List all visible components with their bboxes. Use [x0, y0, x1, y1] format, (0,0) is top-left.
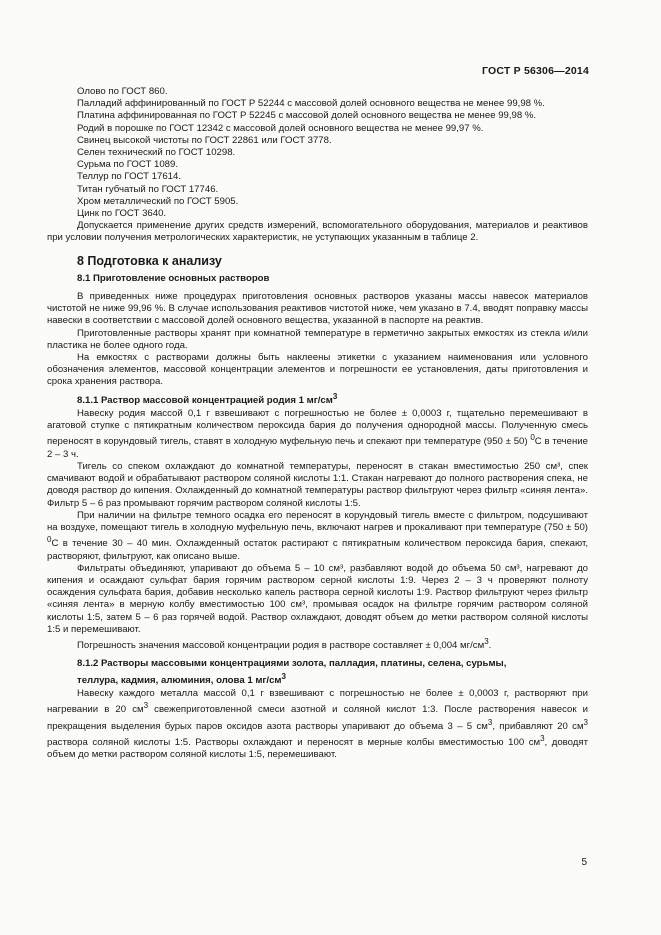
material-item: Сурьма по ГОСТ 1089. [77, 159, 179, 171]
material-item: Селен технический по ГОСТ 10298. [77, 147, 236, 159]
material-item: Родий в порошке по ГОСТ 12342 с массовой долей основного вещества не менее 99,97 %. [77, 122, 484, 134]
superscript: 3 [281, 671, 286, 681]
paragraph [47, 688, 588, 762]
superscript: 3 [143, 701, 149, 711]
subsection-8-1-1-title [47, 391, 588, 407]
text-run: , прибавляют 20 см [492, 720, 584, 732]
material-item: Палладий аффинированный по ГОСТ Р 52244 с массовой долей основного вещества не менее 99,98 %. [77, 98, 545, 110]
material-item: Платина аффинированная по ГОСТ Р 52245 с массовой долей основного вещества не менее 99,98 %. [77, 110, 537, 122]
title-line [77, 671, 588, 687]
title-line: 8.1.2 Растворы массовыми концентрациями золота, палладия, платины, селена, сурьмы, [77, 658, 507, 670]
superscript: 3 [484, 637, 489, 647]
material-item: Цинк по ГОСТ 3640. [77, 208, 167, 220]
material-item: Титан губчатый по ГОСТ 17746. [77, 183, 219, 195]
superscript: 0 [47, 535, 52, 545]
page-content [47, 86, 588, 762]
material-item: Хром металлический по ГОСТ 5905. [77, 195, 239, 207]
title-text: 8.1.1 Раствор массовой концентрацией родия 1 мг/см [77, 394, 333, 406]
text-run: Погрешность значения массовой концентрации родия в растворе составляет ± 0,004 мг/см [77, 640, 485, 652]
paragraph: В приведенных ниже процедурах приготовления основных растворов указаны массы навесок материалов чистотой не ниже 99,96 %. В случае использования реактивов чистотой ниже, чем указано в 7.4, вводят поправку массы навески в соответствии с массовой долей основного вещества, указанной в паспорте на реактив. [47, 291, 588, 327]
text-run: Навеску каждого металла массой 0,1 г взвешивают с погрешностью не более ± 0,0003 г, растворяют при нагревании в 20 см [47, 688, 588, 716]
superscript: 3 [583, 717, 588, 727]
subsection-8-1-2-title [47, 658, 588, 687]
text-run: С в течение 2 – 3 ч. [47, 436, 588, 460]
section-8-title: 8 Подготовка к анализу [77, 253, 222, 268]
superscript: 3 [540, 734, 545, 744]
text-run: свежеприготовленной смеси азотной и соляной кислот 1:3. После растворения навесок и прекращения выделения бурых паров оксидов азота растворы упаривают до объема 3 – 5 см [47, 704, 588, 732]
text-run: При наличии на фильтре темного осадка его переносят в корундовый тигель вместе с фильтром, подсушивают на воздухе, помещают тигель в холодную муфельную печь, включают нагрев и прокаливают при температуре (750 ± 50) [47, 509, 588, 534]
title-text: теллура, кадмия, алюминия, олова 1 мг/см [77, 674, 282, 686]
subsection-8-1-title: 8.1 Приготовление основных растворов [77, 272, 270, 284]
paragraph: Приготовленные растворы хранят при комнатной температуре в герметично закрытых емкостях из стекла и/или пластика не более одного года. [47, 327, 588, 351]
standard-header: ГОСТ Р 56306—2014 [481, 65, 589, 77]
text-run: раствора соляной кислоты 1:5. Растворы охлаждают и переносят в мерные колбы вместимостью 100 см [47, 737, 541, 749]
paragraph: На емкостях с растворами должны быть наклеены этикетки с указанием наименования или условного обозначения элементов, массовой концентрации элементов и погрешности ее установления, даты приготовления и срока хранения раствора. [47, 352, 588, 388]
text-run: , доводят объем до метки раствором соляной кислоты 1:5, перемешивают. [47, 737, 588, 761]
superscript: 3 [487, 717, 493, 727]
text-run: . [488, 640, 492, 652]
paragraph [47, 408, 588, 461]
paragraph [47, 510, 588, 563]
paragraph [47, 636, 588, 652]
text-run: Навеску родия массой 0,1 г взвешивают с погрешностью не более ± 0,0003 г, тщательно перемешивают в агатовой ступке с пятикратным количеством пероксида бария до получения однородной массы. Полученную смесь переносят в корундовый тигель, ставят в холодную муфельную печь и спекают при температуре (950 ± 50) [47, 408, 588, 448]
page-number: 5 [581, 857, 587, 868]
paragraph: Фильтраты объединяют, упаривают до объема 5 – 10 см³, разбавляют водой до объема 50 см³, нагревают до кипения и осаждают сульфат бария горячим раствором серной кислоты 1:9. Через 2 – 3 ч проверяют полноту осаждения сульфата бария, добавив несколько капель раствора серной кислоты 1:9. Раствор фильтруют через фильтр «синяя лента» в мерную колбу вместимостью 100 см³, промывая осадок на фильтре горячим раствором соляной кислоты 1:5, затем 5 – 6 раз горячей водой. Раствор охлаждают, доводят объем до метки раствором соляной кислоты 1:5 и перемешивают. [47, 562, 588, 635]
text-run: С в течение 30 – 40 мин. Охлажденный остаток растирают с пятикратным количеством пероксида бария, спекают, растворяют, фильтруют, как описано выше. [47, 538, 588, 562]
material-item: Олово по ГОСТ 860. [77, 86, 168, 97]
superscript: 3 [332, 391, 338, 401]
materials-list [47, 86, 588, 245]
superscript: 0 [530, 433, 535, 443]
material-item: Теллур по ГОСТ 17614. [77, 171, 182, 183]
paragraph: Тигель со спеком охлаждают до комнатной температуры, переносят в стакан вместимостью 250 см³, спек смачивают водой и обрабатывают раствором соляной кислоты 1:1. Стакан нагревают до полного растворения спека, не доводя раствор до кипения. Охлажденный до комнатной температуры раствор фильтруют через фильтр «синяя лента». Фильтр 5 – 6 раз промывают горячим раствором соляной кислоты 1:5. [47, 461, 588, 509]
material-item: Свинец высокой чистоты по ГОСТ 22861 или ГОСТ 3778. [77, 134, 332, 146]
substitution-note: Допускается применение других средств измерений, вспомогательного оборудования, материалов и реактивов при условии получения метрологических характеристик, не уступающих указанным в таблице 2. [47, 220, 588, 244]
